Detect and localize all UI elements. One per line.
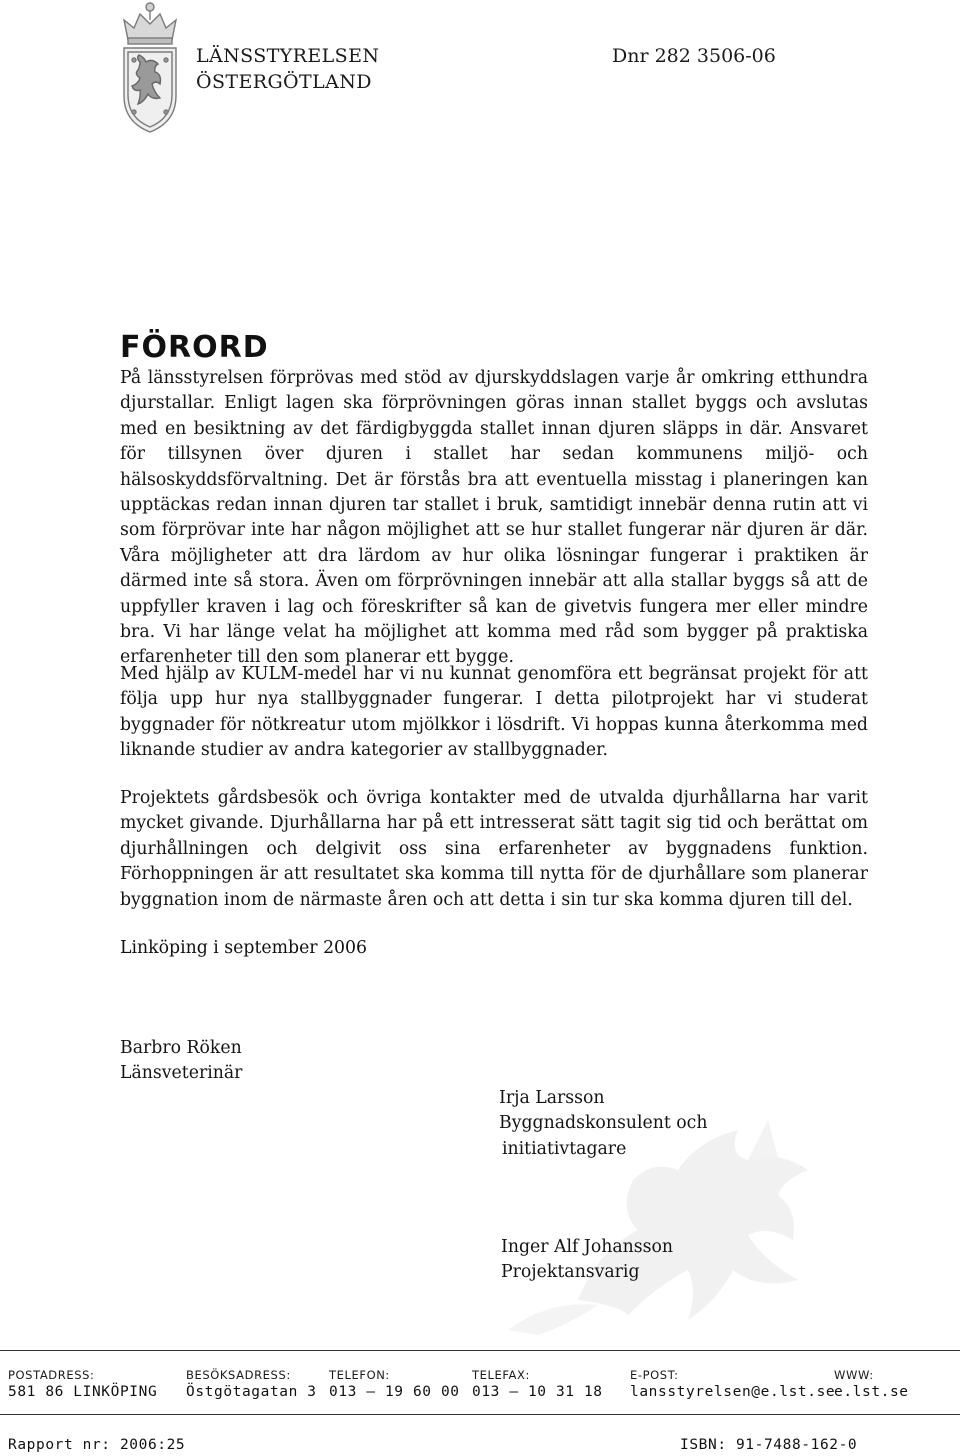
organization-name [196, 43, 379, 95]
footer-label-phone: TELEFON: [329, 1368, 390, 1382]
coat-of-arms-icon [114, 0, 186, 136]
footer-label-fax: TELEFAX: [472, 1368, 530, 1382]
footer-value-phone: 013 — 19 60 00 [329, 1384, 460, 1400]
signatory-name: Inger Alf Johansson [501, 1237, 674, 1257]
signatory-title: Länsveterinär [120, 1063, 243, 1084]
footer-label-postal: POSTADRESS: [8, 1368, 95, 1382]
organization-name-line2: ÖSTERGÖTLAND [196, 71, 372, 93]
footer-value-fax: 013 — 10 31 18 [472, 1384, 603, 1400]
signatory-name: Irja Larsson [499, 1088, 605, 1108]
paragraph-text: Projektets gårdsbesök och övriga kontakter med de utvalda djurhållarna har varit mycket givande. Djurhållarna har på ett intresserat sätt tagit sig tid och berättat om djurhållningen och delgivit oss sina erfarenheter av byggnadens funktion. Förhoppningen är att resultatet ska komma till nytta för de djurhållare som planerar byggnation inom de närmaste åren och att detta i sin tur ska komma djuren till del. [120, 788, 868, 910]
paragraph-2 [120, 662, 868, 764]
footer-label-www: WWW: [834, 1368, 874, 1382]
report-number: Rapport nr: 2006:25 [8, 1437, 186, 1453]
paragraph-text: Med hjälp av KULM-medel har vi nu kunnat genomföra ett begränsat projekt för att följa upp hur nya stallbyggnader fungerar. I detta pilotprojekt har vi studerat byggnader för nötkreatur utom mjölkkor i lösdrift. Vi hoppas kunna återkomma med liknande studier av andra kategorier av stallbyggnader. [120, 664, 868, 761]
page-title: FÖRORD [120, 330, 269, 365]
paragraph-text: På länsstyrelsen förprövas med stöd av djurskyddslagen varje år omkring etthundra djurstallar. Enligt lagen ska förprövningen göras innan stallet byggs och avslutas med en besiktning av det färdigbyggda stallet innan djuren släpps in där. Ansvaret för tillsynen över djuren i stallet har sedan kommunens miljö- och hälsoskyddsförvaltning. Det är förstås bra att eventuella misstag i planeringen kan upptäckas redan innan djuren tar stallet i bruk, samtidigt innebär denna rutin att vi som förprövar inte har någon möjlighet att se hur stallet fungerar när djuren är där. Våra möjligheter att dra lärdom av hur olika lösningar fungerar i praktiken är därmed inte så stora. Även om förprövningen innebär att alla stallar byggs så att de uppfyller kraven i lag och föreskrifter så kan de givetvis fungera mer eller mindre bra. Vi har länge velat ha möjlighet att komma med råd som bygger på praktiska erfarenheter till den som planerar ett bygge. [120, 368, 868, 668]
signatory-title: Byggnadskonsulent och [499, 1113, 708, 1134]
organization-name-line1: LÄNSSTYRELSEN [196, 45, 380, 67]
document-number: Dnr 282 3506-06 [612, 45, 776, 67]
footer-value-postal: 581 86 LINKÖPING [8, 1384, 158, 1400]
footer-value-visiting: Östgötagatan 3 [186, 1384, 317, 1400]
paragraph-3 [120, 786, 868, 913]
footer-label-email: E-POST: [630, 1368, 679, 1382]
signatory-title: initiativtagare [502, 1138, 627, 1159]
place-and-date: Linköping i september 2006 [120, 938, 368, 958]
footer-divider-bottom [0, 1414, 960, 1415]
footer-value-email: lansstyrelsen@e.lst.se [630, 1384, 836, 1400]
signature-block-2 [499, 1086, 708, 1162]
signature-block-3 [501, 1235, 673, 1286]
footer-divider-top [0, 1350, 960, 1351]
isbn: ISBN: 91-7488-162-0 [680, 1437, 858, 1453]
signature-block-1 [120, 1036, 242, 1087]
footer-value-www: e.lst.se [834, 1384, 909, 1400]
signatory-title: Projektansvarig [501, 1262, 640, 1283]
paragraph-1 [120, 366, 868, 671]
footer-label-visiting: BESÖKSADRESS: [186, 1368, 291, 1382]
signatory-name: Barbro Röken [120, 1038, 242, 1058]
